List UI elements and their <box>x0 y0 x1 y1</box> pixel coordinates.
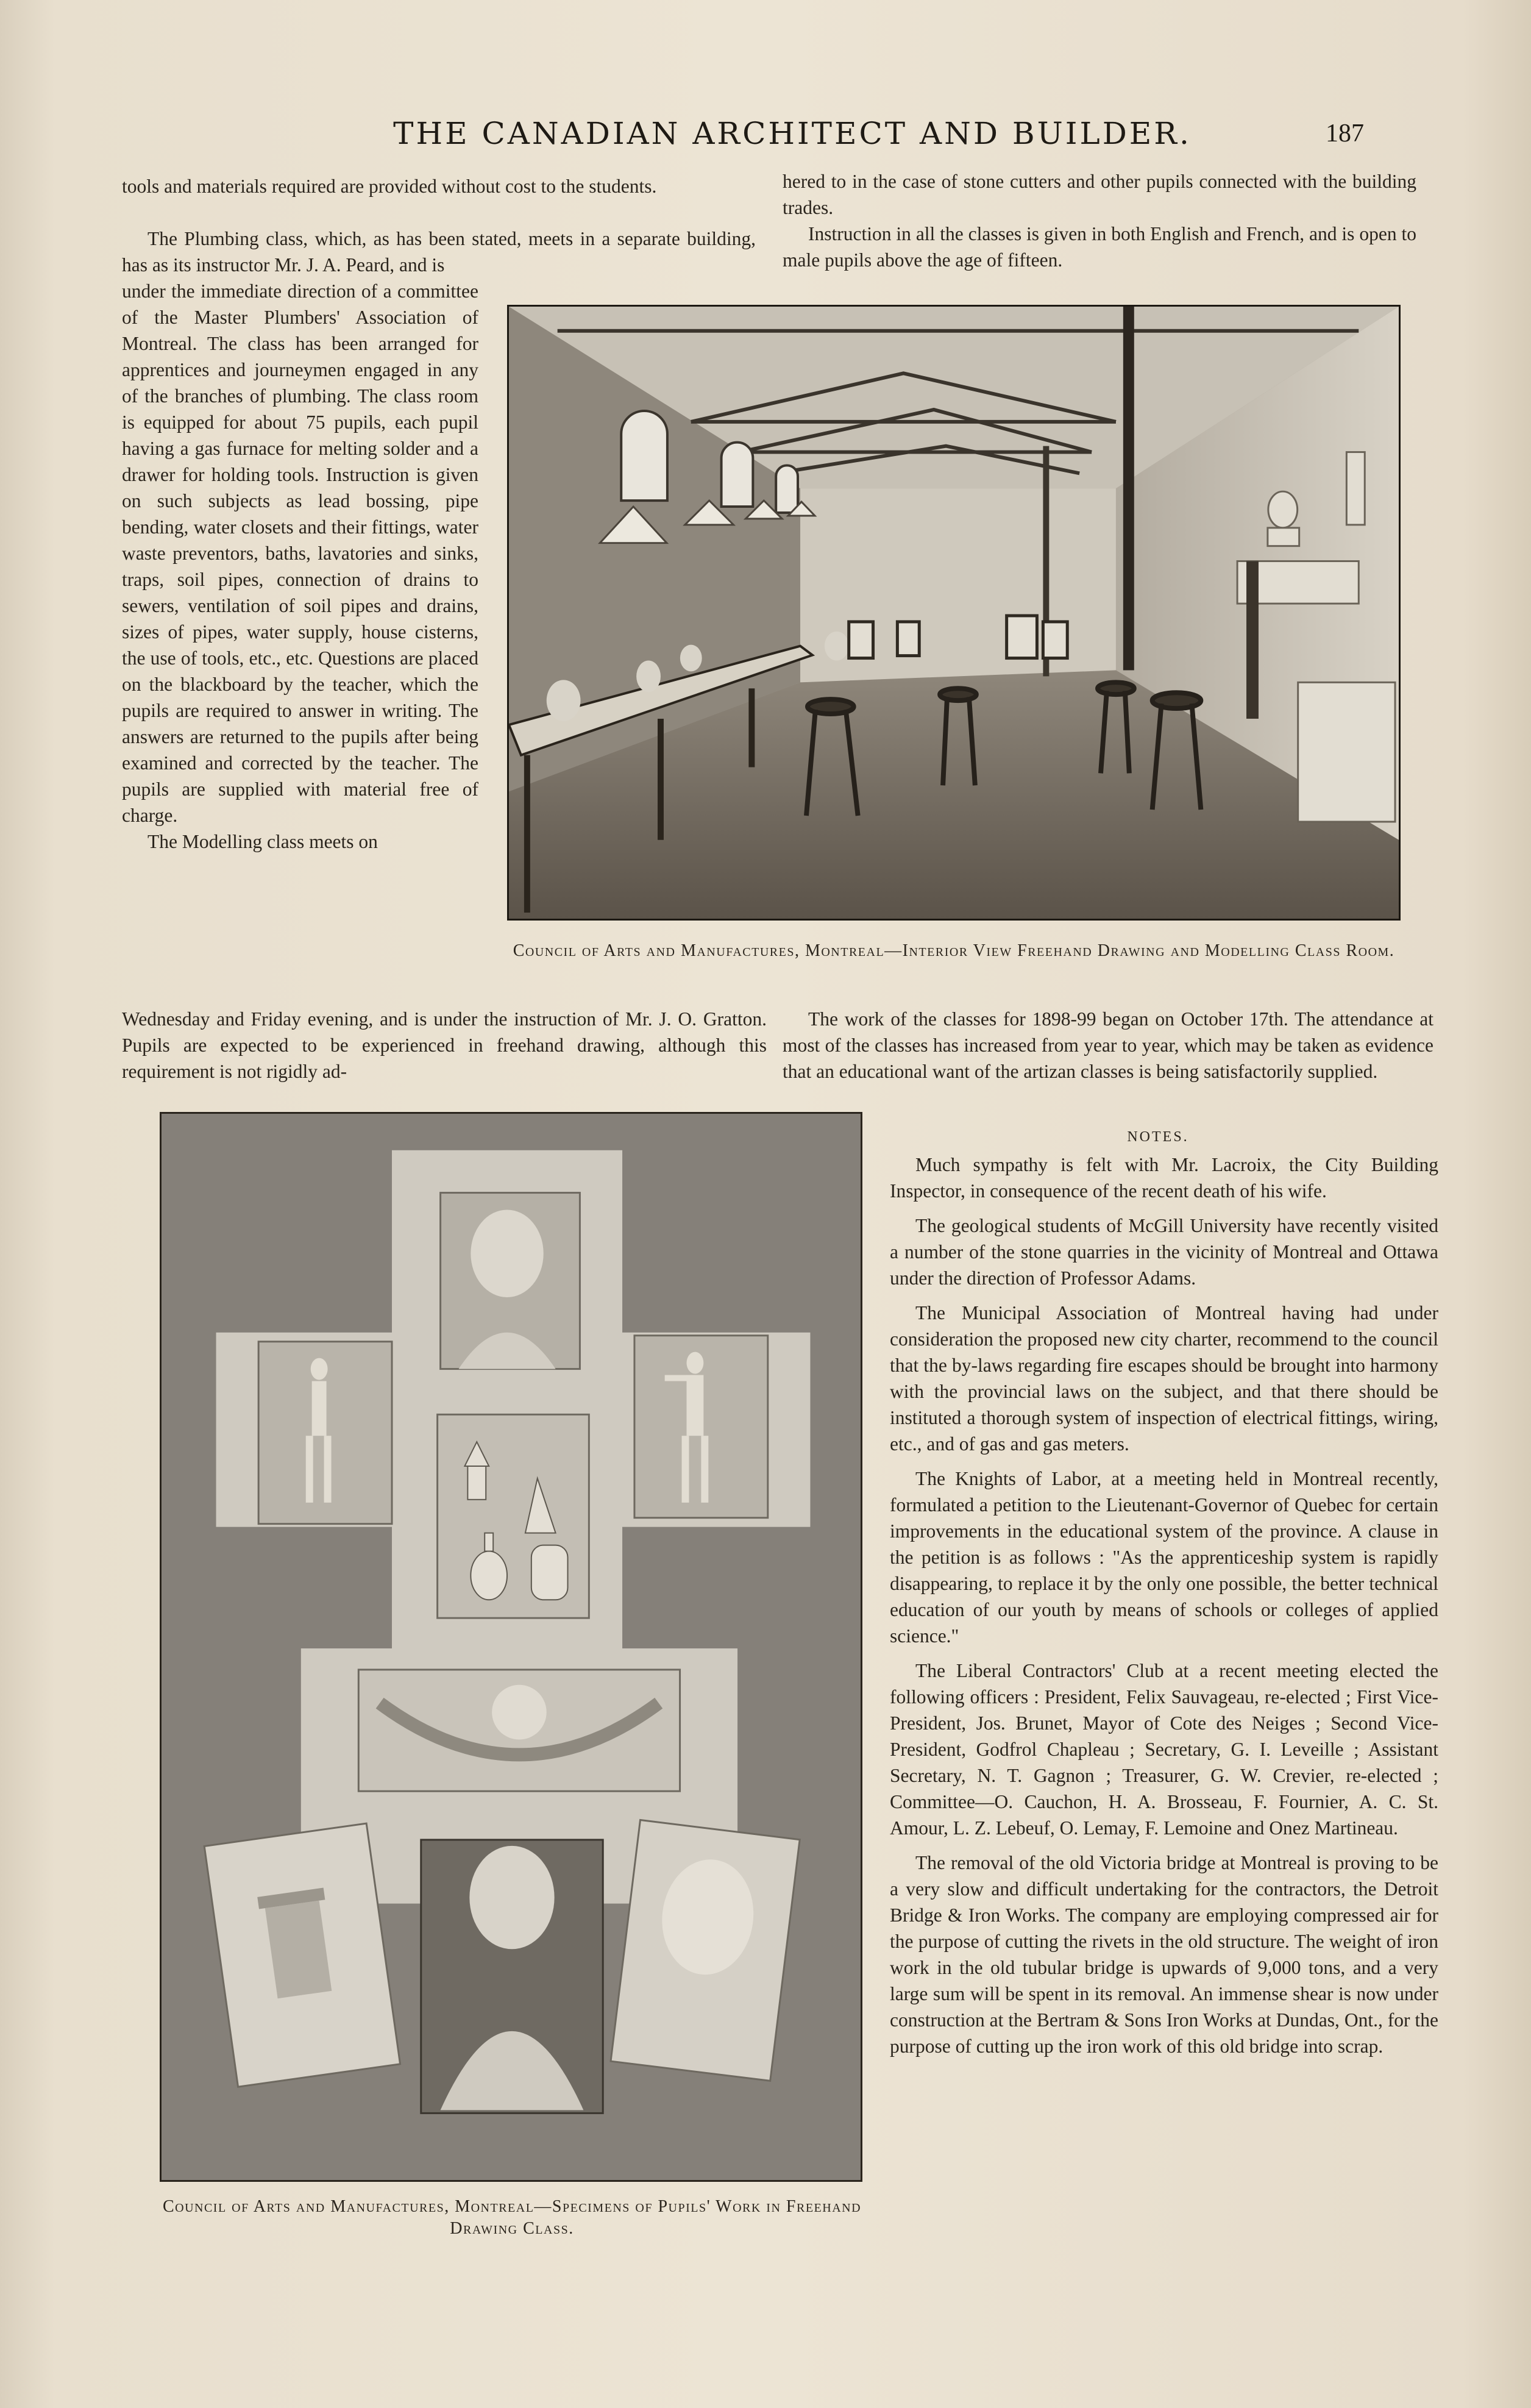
right-column-top <box>783 168 1416 273</box>
paragraph-plumbing-body: under the immediate direction of a committee of the Master Plumbers' Association of Montreal. The class has been arranged for apprentices and journeymen engaged in any of the branches of plumbing. The class room is equipped for about 75 pupils, each pupil having a gas furnace for melting solder and a drawer for holding tools. Instruction is given on such subjects as lead bossing, pipe bending, water closets and their fittings, water waste preventors, baths, lavatories and sinks, traps, soil pipes, connection of drains to sewers, ventilation of soil pipes and drains, sizes of pipes, water supply, house cisterns, the use of tools, etc., etc. Questions are placed on the blackboard by the teacher, which the pupils are required to answer in writing. The answers are returned to the pupils after being examined and corrected by the teacher. The pupils are supplied with material free of charge. <box>122 280 478 826</box>
specimens-illustration <box>162 1114 861 2180</box>
classroom-photograph <box>507 305 1401 921</box>
running-head-title: THE CANADIAN ARCHITECT AND BUILDER. <box>393 116 1192 151</box>
plumbing-paragraph-narrow <box>122 278 478 855</box>
note-municipal-association: The Municipal Association of Montreal having had under consideration the proposed new city charter, recommend to the council that the by-laws regarding fire escapes should be brought into harmony with the provincial laws on the subject, and that there should be instituted a thorough system of inspection of electrical fittings, wiring, etc., and of gas and gas meters. <box>890 1302 1438 1455</box>
page-number: 187 <box>1326 119 1364 148</box>
modelling-paragraph <box>122 1006 767 1085</box>
note-knights-of-labor: The Knights of Labor, at a meeting held in Montreal recently, formulated a petition to the Lieutenant-Governor of Quebec for certain improvements in the educational system of the province. A clause in the petition is as follows : "As the apprenticeship system is rapidly disappearing, to replace it by the only one possible, the better technical education of our youth by means of schools or colleges of applied science." <box>890 1468 1438 1647</box>
plumbing-paragraph-top <box>122 226 756 278</box>
paragraph-modelling-lead: The Modelling class meets on <box>147 831 378 852</box>
note-victoria-bridge: The removal of the old Victoria bridge at Montreal is proving to be a very slow and difficult undertaking for the contractors, the Detroit Bridge & Iron Works. The company are employing compressed air for the purpose of cutting the rivets in the old structure. The weight of iron work in the old tubular bridge is upwards of 9,000 tons, and a very large sum will be spent in its removal. An immense shear is now under construction at the Bertram & Sons Iron Works at Dundas, Ont., for the purpose of cutting up the iron work of this old bridge into scrap. <box>890 1852 1438 2057</box>
specimens-photograph <box>160 1112 862 2182</box>
classroom-illustration <box>509 307 1399 919</box>
note-mcgill: The geological students of McGill University have recently visited a number of the stone quarries in the vicinity of Montreal and Ottawa under the direction of Professor Adams. <box>890 1215 1438 1289</box>
paragraph-modelling-body: Wednesday and Friday evening, and is under the instruction of Mr. J. O. Gratton. Pupils are expected to be experienced in freehand drawing, although this requirement is not rigidly ad- <box>122 1008 767 1082</box>
notes-heading: NOTES. <box>1127 1129 1189 1145</box>
paragraph-instruction-languages: Instruction in all the classes is given in both English and French, and is open to male pupils above the age of fifteen. <box>783 223 1416 271</box>
paragraph-plumbing-lead: The Plumbing class, which, as has been stated, meets in a separate building, has as its instructor Mr. J. A. Peard, and is <box>122 228 756 276</box>
notes-column <box>890 1149 1438 2059</box>
middle-right-paragraph <box>783 1006 1433 1085</box>
figure1-caption: Council of Arts and Manufactures, Montreal—Interior View Freehand Drawing and Modelling Class Room. <box>513 941 1395 960</box>
paragraph-stone-cutters: hered to in the case of stone cutters and other pupils connected with the building trades. <box>783 171 1416 218</box>
paragraph-work-of-classes: The work of the classes for 1898-99 began on October 17th. The attendance at most of the classes has increased from year to year, which may be taken as evidence that an educational want of the artizan classes is being satisfactorily supplied. <box>783 1008 1433 1082</box>
figure2-caption: Council of Arts and Manufactures, Montreal—Specimens of Pupils' Work in Freehand Drawing Class. <box>162 2197 862 2238</box>
left-column-intro <box>122 173 756 199</box>
paragraph-tools: tools and materials required are provided without cost to the students. <box>122 176 657 197</box>
note-liberal-contractors: The Liberal Contractors' Club at a recent meeting elected the following officers : President, Felix Sauvageau, re-elected ; First Vice-President, Jos. Brunet, Mayor of Cote des Neiges ; Second Vice-President, Godfrol Chapleau ; Secretary, G. I. Leveille ; Assistant Secretary, N. T. Gagnon ; Treasurer, G. W. Crevier, re-elected ; Committee—O. Cauchon, H. A. Brosseau, F. Fournier, A. C. St. Amour, L. Z. Lebeuf, O. Lemay, F. Lemoine and Onez Martineau. <box>890 1660 1438 1839</box>
note-lacroix: Much sympathy is felt with Mr. Lacroix, the City Building Inspector, in consequence of the recent death of his wife. <box>890 1154 1438 1202</box>
